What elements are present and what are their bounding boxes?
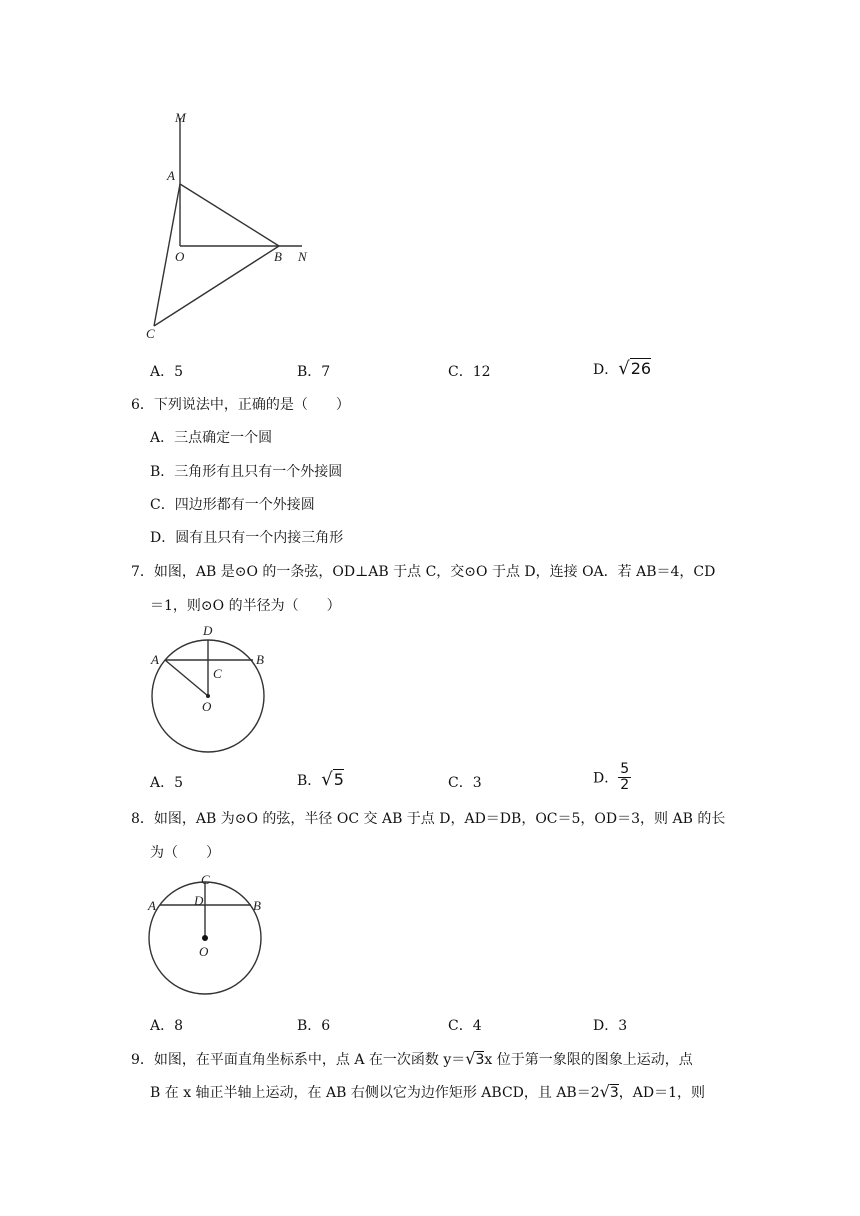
segment-bc <box>154 246 279 326</box>
label-c: C <box>213 666 222 681</box>
label-d: D <box>194 893 204 908</box>
label-b: B <box>253 898 261 913</box>
label-a: A <box>151 652 159 667</box>
label-c: C <box>146 326 155 341</box>
q6-stem: 6．下列说法中，正确的是（ ） <box>131 397 350 413</box>
q6-option-c: C．四边形都有一个外接圆 <box>150 497 315 513</box>
q9-stem-line2 <box>150 1082 705 1103</box>
center-point <box>206 694 210 698</box>
fraction <box>618 762 631 793</box>
sqrt-symbol: √ <box>321 769 333 790</box>
figure-q8 <box>140 868 275 1003</box>
q6-option-a: A．三点确定一个圆 <box>150 430 273 446</box>
label-o: O <box>202 699 212 714</box>
q7-option-b <box>297 769 344 790</box>
figure-q5 <box>140 108 320 348</box>
q9-line1-part2: x 位于第一象限的图象上运动，点 <box>484 1052 693 1068</box>
q9-line2-sqrt-value: 3 <box>609 1085 619 1101</box>
q5-option-c: C．12 <box>448 364 491 380</box>
q7-stem-line2: ＝1，则⊙O 的半径为（ ） <box>150 598 341 614</box>
q5-option-a: A．5 <box>150 364 184 380</box>
figure-q7 <box>140 618 275 758</box>
label-a: A <box>167 168 175 183</box>
fraction-numerator: 5 <box>620 761 630 777</box>
q8-option-a: A．8 <box>150 1018 184 1034</box>
q5-option-d-label: D． <box>593 362 619 378</box>
center-point <box>202 935 208 941</box>
q6-option-d: D．圆有且只有一个内接三角形 <box>150 530 344 546</box>
q9-line1-sqrt-value: 3 <box>475 1052 485 1068</box>
q9-line2-part2: ，AD＝1，则 <box>618 1085 706 1101</box>
label-o: O <box>199 944 209 959</box>
q8-option-b: B．6 <box>297 1018 331 1034</box>
q7-option-d-label: D． <box>593 770 619 787</box>
sqrt-symbol: √ <box>599 1082 610 1101</box>
q7-option-b-label: B． <box>297 773 322 789</box>
label-a: A <box>148 898 156 913</box>
label-b: B <box>256 652 264 667</box>
fraction-denominator: 2 <box>620 777 630 793</box>
sqrt-symbol: √ <box>618 358 630 379</box>
segment-ab <box>180 184 279 246</box>
label-n: N <box>298 249 307 264</box>
q6-option-b: B．三角形有且只有一个外接圆 <box>150 464 343 480</box>
q9-line1-part1: 9．如图，在平面直角坐标系中，点 A 在一次函数 y＝ <box>131 1052 466 1068</box>
q7-sqrt-value: 5 <box>333 770 344 789</box>
q7-stem-line1: 7．如图，AB 是⊙O 的一条弦，OD⊥AB 于点 C，交⊙O 于点 D，连接 OA．若 AB＝4，CD <box>131 564 716 580</box>
label-o: O <box>175 249 185 264</box>
q9-stem-line1 <box>131 1049 693 1070</box>
label-b: B <box>274 249 282 264</box>
q5-sqrt-value: 26 <box>630 359 652 378</box>
q5-option-b: B．7 <box>297 364 331 380</box>
label-c: C <box>201 872 210 887</box>
q8-stem-line1: 8．如图，AB 为⊙O 的弦，半径 OC 交 AB 于点 D，AD＝DB，OC＝5，OD＝3，则 AB 的长 <box>131 811 726 827</box>
q8-option-d: D．3 <box>593 1018 628 1034</box>
q5-option-d <box>593 358 651 379</box>
sqrt-symbol: √ <box>465 1049 476 1068</box>
q8-stem-line2: 为（ ） <box>150 845 220 861</box>
q8-option-c: C．4 <box>448 1018 482 1034</box>
q7-option-d <box>593 762 631 793</box>
label-m: M <box>175 110 186 125</box>
segment-oa <box>165 660 208 696</box>
label-d: D <box>203 623 213 638</box>
q9-line2-part1: B 在 x 轴正半轴上运动，在 AB 右侧以它为边作矩形 ABCD，且 AB＝2 <box>150 1085 600 1101</box>
q7-option-a: A．5 <box>150 775 184 791</box>
q7-option-c: C．3 <box>448 775 482 791</box>
